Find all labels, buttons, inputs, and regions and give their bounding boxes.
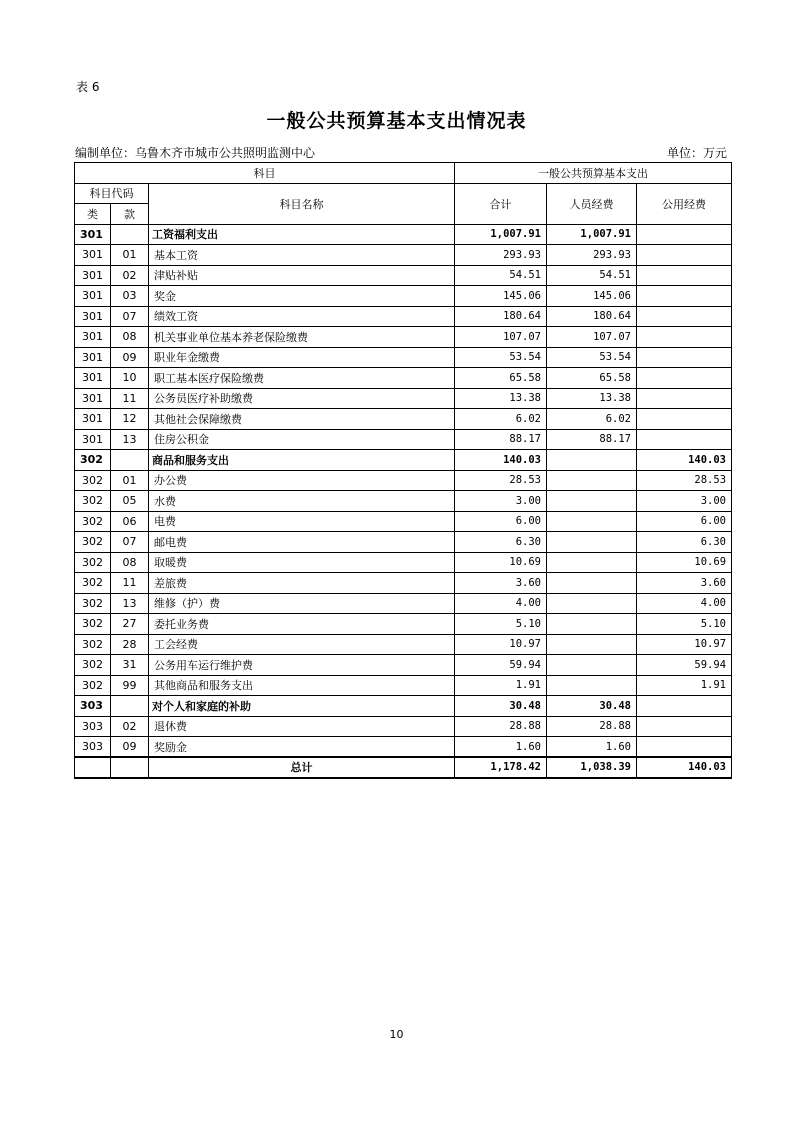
class-code-cell: 301	[75, 224, 111, 245]
item-code-cell: 31	[111, 655, 149, 676]
personnel-cell	[547, 532, 637, 553]
item-code-cell: 07	[111, 532, 149, 553]
total-cell: 1.60	[455, 737, 547, 758]
item-code-cell: 05	[111, 491, 149, 512]
item-code-cell: 09	[111, 347, 149, 368]
public-cell	[637, 265, 732, 286]
item-code-cell: 07	[111, 306, 149, 327]
table-row	[75, 306, 732, 327]
table-row	[75, 429, 732, 450]
class-code-cell: 302	[75, 614, 111, 635]
public-cell	[637, 347, 732, 368]
item-code-cell: 08	[111, 327, 149, 348]
item-code-cell: 06	[111, 511, 149, 532]
public-cell	[637, 409, 732, 430]
total-cell: 145.06	[455, 286, 547, 307]
page-title: 一般公共预算基本支出情况表	[266, 110, 527, 132]
table-body	[75, 224, 732, 778]
header-budget-group: 一般公共预算基本支出	[455, 163, 732, 184]
personnel-cell: 180.64	[547, 306, 637, 327]
table-row	[75, 552, 732, 573]
total-cell: 30.48	[455, 696, 547, 717]
total-cell: 140.03	[455, 450, 547, 471]
subject-name-cell: 商品和服务支出	[149, 450, 455, 471]
item-code-cell: 03	[111, 286, 149, 307]
class-code-cell	[75, 757, 111, 778]
class-code-cell: 302	[75, 450, 111, 471]
total-cell: 3.00	[455, 491, 547, 512]
subject-name-cell: 取暖费	[149, 552, 455, 573]
subject-name-cell: 其他社会保障缴费	[149, 409, 455, 430]
public-cell	[637, 716, 732, 737]
subject-name-cell: 职业年金缴费	[149, 347, 455, 368]
personnel-cell: 1,007.91	[547, 224, 637, 245]
public-cell: 5.10	[637, 614, 732, 635]
currency-unit: 单位：万元	[666, 146, 727, 160]
subject-name-cell: 邮电费	[149, 532, 455, 553]
total-cell: 54.51	[455, 265, 547, 286]
total-row	[75, 757, 732, 778]
total-cell: 10.97	[455, 634, 547, 655]
item-code-cell: 10	[111, 368, 149, 389]
table-number: 表 6	[76, 80, 100, 94]
header-subject: 科目	[75, 163, 455, 184]
personnel-cell	[547, 511, 637, 532]
personnel-cell: 30.48	[547, 696, 637, 717]
subject-name-cell: 绩效工资	[149, 306, 455, 327]
personnel-cell	[547, 552, 637, 573]
item-code-cell	[111, 757, 149, 778]
table-group-row	[75, 224, 732, 245]
class-code-cell: 301	[75, 388, 111, 409]
class-code-cell: 301	[75, 347, 111, 368]
item-code-cell: 27	[111, 614, 149, 635]
class-code-cell: 303	[75, 716, 111, 737]
header-total: 合计	[455, 183, 547, 224]
subject-name-cell: 津贴补贴	[149, 265, 455, 286]
table-row	[75, 532, 732, 553]
item-code-cell: 01	[111, 470, 149, 491]
table-row	[75, 737, 732, 758]
public-cell: 1.91	[637, 675, 732, 696]
table-row	[75, 675, 732, 696]
public-cell: 10.69	[637, 552, 732, 573]
table-row	[75, 245, 732, 266]
public-cell: 3.00	[637, 491, 732, 512]
item-code-cell: 08	[111, 552, 149, 573]
personnel-cell: 54.51	[547, 265, 637, 286]
item-code-cell: 13	[111, 429, 149, 450]
table-row	[75, 470, 732, 491]
personnel-cell	[547, 675, 637, 696]
class-code-cell: 303	[75, 696, 111, 717]
item-code-cell: 02	[111, 265, 149, 286]
subject-name-cell: 工会经费	[149, 634, 455, 655]
header-code: 科目代码	[75, 183, 149, 204]
personnel-cell	[547, 614, 637, 635]
total-cell: 88.17	[455, 429, 547, 450]
subject-name-cell: 委托业务费	[149, 614, 455, 635]
subject-name-cell: 办公费	[149, 470, 455, 491]
public-cell	[637, 306, 732, 327]
table-row	[75, 265, 732, 286]
public-cell: 4.00	[637, 593, 732, 614]
subject-name-cell: 退休费	[149, 716, 455, 737]
class-code-cell: 301	[75, 286, 111, 307]
total-label-cell: 总计	[149, 757, 455, 778]
item-code-cell: 28	[111, 634, 149, 655]
subject-name-cell: 公务用车运行维护费	[149, 655, 455, 676]
personnel-cell	[547, 655, 637, 676]
class-code-cell: 301	[75, 265, 111, 286]
header-public: 公用经费	[637, 183, 732, 224]
personnel-cell: 53.54	[547, 347, 637, 368]
subject-name-cell: 奖金	[149, 286, 455, 307]
item-code-cell: 11	[111, 573, 149, 594]
table-row	[75, 286, 732, 307]
item-code-cell: 09	[111, 737, 149, 758]
grand-public-cell: 140.03	[637, 757, 732, 778]
page-number: 10	[389, 1028, 404, 1041]
class-code-cell: 302	[75, 491, 111, 512]
personnel-cell: 28.88	[547, 716, 637, 737]
header-item: 款	[111, 204, 149, 225]
item-code-cell: 02	[111, 716, 149, 737]
class-code-cell: 301	[75, 306, 111, 327]
table-row	[75, 491, 732, 512]
subject-name-cell: 水费	[149, 491, 455, 512]
subject-name-cell: 基本工资	[149, 245, 455, 266]
table-row	[75, 409, 732, 430]
total-cell: 1,007.91	[455, 224, 547, 245]
subject-name-cell: 其他商品和服务支出	[149, 675, 455, 696]
header-class: 类	[75, 204, 111, 225]
table-row	[75, 593, 732, 614]
public-cell	[637, 368, 732, 389]
item-code-cell: 99	[111, 675, 149, 696]
personnel-cell: 145.06	[547, 286, 637, 307]
personnel-cell: 65.58	[547, 368, 637, 389]
budget-table	[74, 162, 732, 779]
class-code-cell: 302	[75, 470, 111, 491]
total-cell: 10.69	[455, 552, 547, 573]
public-cell	[637, 737, 732, 758]
total-cell: 28.53	[455, 470, 547, 491]
public-cell	[637, 245, 732, 266]
public-cell: 140.03	[637, 450, 732, 471]
class-code-cell: 302	[75, 675, 111, 696]
total-cell: 5.10	[455, 614, 547, 635]
total-cell: 4.00	[455, 593, 547, 614]
personnel-cell	[547, 491, 637, 512]
class-code-cell: 302	[75, 573, 111, 594]
class-code-cell: 301	[75, 327, 111, 348]
personnel-cell	[547, 573, 637, 594]
subject-name-cell: 住房公积金	[149, 429, 455, 450]
class-code-cell: 302	[75, 593, 111, 614]
class-code-cell: 301	[75, 429, 111, 450]
item-code-cell	[111, 224, 149, 245]
total-cell: 3.60	[455, 573, 547, 594]
subject-name-cell: 公务员医疗补助缴费	[149, 388, 455, 409]
class-code-cell: 301	[75, 245, 111, 266]
header-personnel: 人员经费	[547, 183, 637, 224]
table-group-row	[75, 450, 732, 471]
public-cell: 3.60	[637, 573, 732, 594]
total-cell: 180.64	[455, 306, 547, 327]
personnel-cell: 107.07	[547, 327, 637, 348]
personnel-cell	[547, 470, 637, 491]
item-code-cell: 12	[111, 409, 149, 430]
table-row	[75, 347, 732, 368]
public-cell	[637, 327, 732, 348]
personnel-cell: 88.17	[547, 429, 637, 450]
total-cell: 1.91	[455, 675, 547, 696]
total-cell: 293.93	[455, 245, 547, 266]
public-cell	[637, 696, 732, 717]
table-row	[75, 388, 732, 409]
public-cell: 59.94	[637, 655, 732, 676]
total-cell: 6.00	[455, 511, 547, 532]
public-cell	[637, 429, 732, 450]
table-row	[75, 368, 732, 389]
personnel-cell	[547, 634, 637, 655]
class-code-cell: 302	[75, 552, 111, 573]
table-row	[75, 327, 732, 348]
table-row	[75, 634, 732, 655]
total-cell: 13.38	[455, 388, 547, 409]
item-code-cell: 11	[111, 388, 149, 409]
compiling-unit: 编制单位：乌鲁木齐市城市公共照明监测中心	[75, 146, 316, 160]
subject-name-cell: 机关事业单位基本养老保险缴费	[149, 327, 455, 348]
total-cell: 6.30	[455, 532, 547, 553]
class-code-cell: 302	[75, 511, 111, 532]
table-row	[75, 716, 732, 737]
personnel-cell: 1.60	[547, 737, 637, 758]
subject-name-cell: 职工基本医疗保险缴费	[149, 368, 455, 389]
item-code-cell: 13	[111, 593, 149, 614]
subject-name-cell: 对个人和家庭的补助	[149, 696, 455, 717]
public-cell: 6.00	[637, 511, 732, 532]
class-code-cell: 302	[75, 532, 111, 553]
public-cell: 28.53	[637, 470, 732, 491]
personnel-cell	[547, 593, 637, 614]
total-cell: 59.94	[455, 655, 547, 676]
table-row	[75, 614, 732, 635]
public-cell: 6.30	[637, 532, 732, 553]
subject-name-cell: 工资福利支出	[149, 224, 455, 245]
total-cell: 65.58	[455, 368, 547, 389]
personnel-cell	[547, 450, 637, 471]
personnel-cell: 293.93	[547, 245, 637, 266]
public-cell	[637, 388, 732, 409]
header-name: 科目名称	[149, 183, 455, 224]
item-code-cell	[111, 450, 149, 471]
personnel-cell: 13.38	[547, 388, 637, 409]
personnel-cell: 6.02	[547, 409, 637, 430]
total-cell: 53.54	[455, 347, 547, 368]
public-cell: 10.97	[637, 634, 732, 655]
table-row	[75, 573, 732, 594]
grand-total-cell: 1,178.42	[455, 757, 547, 778]
total-cell: 28.88	[455, 716, 547, 737]
public-cell	[637, 224, 732, 245]
class-code-cell: 301	[75, 409, 111, 430]
subject-name-cell: 电费	[149, 511, 455, 532]
total-cell: 6.02	[455, 409, 547, 430]
item-code-cell: 01	[111, 245, 149, 266]
subject-name-cell: 奖励金	[149, 737, 455, 758]
subject-name-cell: 维修（护）费	[149, 593, 455, 614]
table-row	[75, 655, 732, 676]
class-code-cell: 301	[75, 368, 111, 389]
item-code-cell	[111, 696, 149, 717]
table-row	[75, 511, 732, 532]
grand-personnel-cell: 1,038.39	[547, 757, 637, 778]
class-code-cell: 302	[75, 634, 111, 655]
total-cell: 107.07	[455, 327, 547, 348]
public-cell	[637, 286, 732, 307]
class-code-cell: 302	[75, 655, 111, 676]
subject-name-cell: 差旅费	[149, 573, 455, 594]
class-code-cell: 303	[75, 737, 111, 758]
table-group-row	[75, 696, 732, 717]
